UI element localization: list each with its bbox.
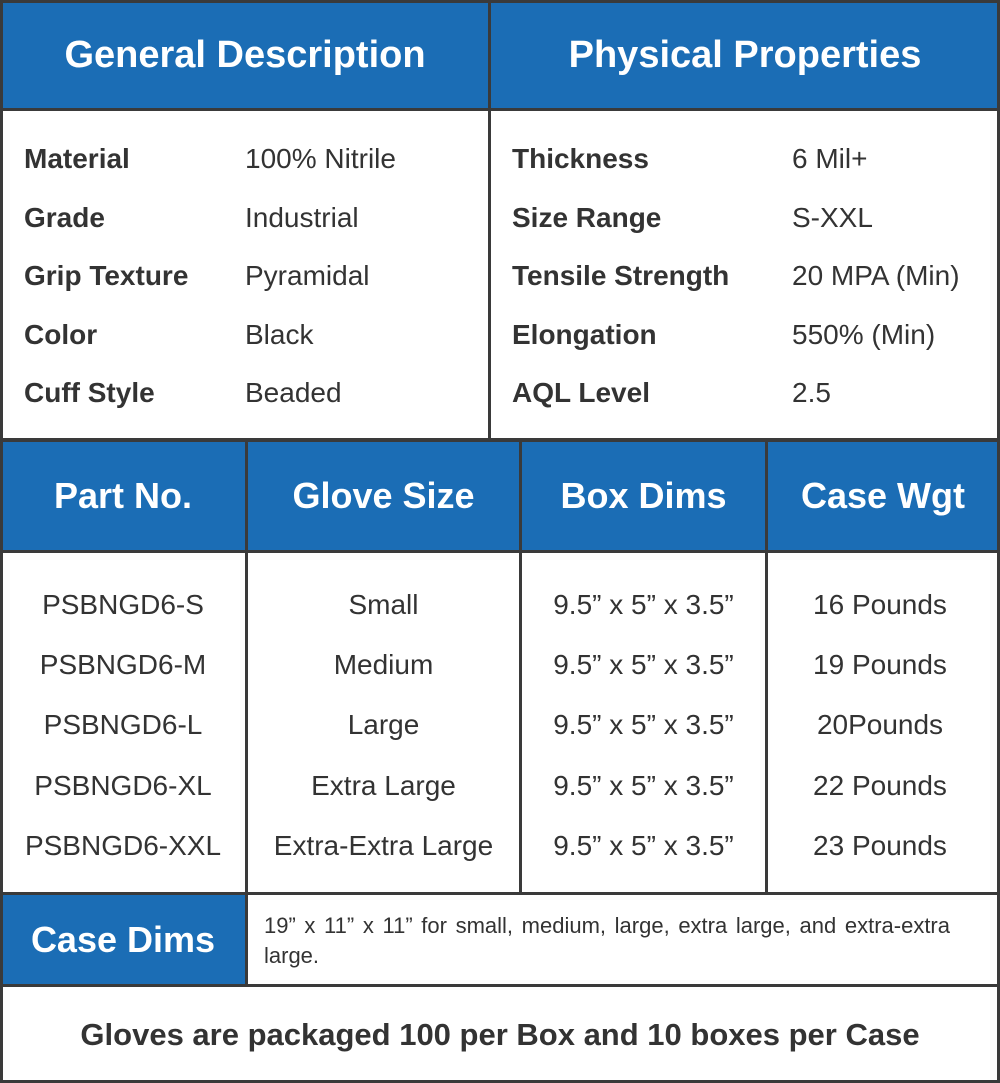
physical-key: Thickness xyxy=(512,143,649,174)
general-key: Cuff Style xyxy=(24,377,155,408)
glove-size-cell: Medium xyxy=(333,649,434,680)
physical-value: 550% (Min) xyxy=(792,319,936,350)
general-value: Pyramidal xyxy=(245,260,370,291)
general-description-panel xyxy=(0,110,490,440)
part-number-cell: PSBNGD6-XL xyxy=(34,770,212,801)
divider-h-sections xyxy=(0,438,1000,442)
glove-size-cell: Large xyxy=(347,709,420,740)
part-number-cell: PSBNGD6-XXL xyxy=(24,830,222,861)
divider-v-top xyxy=(488,0,491,440)
general-key: Grade xyxy=(24,202,105,233)
glove-size-cell: Small xyxy=(348,589,419,620)
header-part-no xyxy=(0,440,246,552)
divider-h-case-dims xyxy=(0,984,1000,987)
general-description-header xyxy=(0,0,490,110)
physical-value: 20 MPA (Min) xyxy=(792,260,960,291)
header-box-dims-label: Box Dims xyxy=(560,475,727,516)
physical-key: AQL Level xyxy=(512,377,650,408)
case-dims-label: Case Dims xyxy=(30,919,216,960)
box-dims-cell: 9.5” x 5” x 3.5” xyxy=(553,770,734,801)
divider-v-table-1 xyxy=(245,440,248,986)
divider-v-table-3 xyxy=(765,440,768,894)
box-dims-cell: 9.5” x 5” x 3.5” xyxy=(553,589,734,620)
divider-h-table-header xyxy=(0,550,1000,553)
header-glove-size xyxy=(246,440,521,552)
physical-value: 6 Mil+ xyxy=(792,143,868,174)
case-dims-header xyxy=(0,894,246,986)
general-value: Black xyxy=(245,319,314,350)
header-case-wgt xyxy=(766,440,1000,552)
packaging-footer xyxy=(0,986,1000,1083)
physical-properties-title: Physical Properties xyxy=(568,33,922,76)
case-weight-cell: 23 Pounds xyxy=(813,830,947,861)
header-glove-size-label: Glove Size xyxy=(292,475,475,516)
general-key: Grip Texture xyxy=(24,260,189,291)
box-dims-cell: 9.5” x 5” x 3.5” xyxy=(553,649,734,680)
glove-size-cell: Extra-Extra Large xyxy=(273,830,494,861)
general-key: Material xyxy=(24,143,130,174)
box-dims-cell: 9.5” x 5” x 3.5” xyxy=(553,830,734,861)
part-number-cell: PSBNGD6-M xyxy=(39,649,207,680)
physical-value: S-XXL xyxy=(792,202,873,233)
divider-h-top-header xyxy=(0,108,1000,111)
case-weight-cell: 19 Pounds xyxy=(813,649,947,680)
part-number-cell: PSBNGD6-L xyxy=(43,709,203,740)
box-dims-cell: 9.5” x 5” x 3.5” xyxy=(553,709,734,740)
packaging-footer-text: Gloves are packaged 100 per Box and 10 boxes per Case xyxy=(80,1016,920,1052)
divider-v-table-2 xyxy=(519,440,522,894)
case-weight-cell: 20Pounds xyxy=(816,709,944,740)
border-left xyxy=(0,0,3,1083)
glove-size-cell: Extra Large xyxy=(311,770,456,801)
header-part-no-label: Part No. xyxy=(53,475,193,516)
case-dims-note: 19” x 11” x 11” for small, medium, large, extra large, and extra-extra large. xyxy=(264,913,950,968)
general-description-title: General Description xyxy=(64,33,426,76)
general-value: 100% Nitrile xyxy=(245,143,396,174)
physical-key: Tensile Strength xyxy=(512,260,730,291)
physical-properties-panel xyxy=(490,110,1000,440)
part-number-cell: PSBNGD6-S xyxy=(42,589,204,620)
physical-key: Elongation xyxy=(512,319,657,350)
case-weight-cell: 16 Pounds xyxy=(813,589,947,620)
case-weight-cell: 22 Pounds xyxy=(813,770,947,801)
border-top xyxy=(0,0,1000,3)
general-key: Color xyxy=(24,319,98,350)
general-value: Industrial xyxy=(245,202,359,233)
header-box-dims xyxy=(521,440,766,552)
header-case-wgt-label: Case Wgt xyxy=(800,475,966,516)
physical-value: 2.5 xyxy=(792,377,831,408)
general-value: Beaded xyxy=(245,377,342,408)
physical-key: Size Range xyxy=(512,202,662,233)
physical-properties-header xyxy=(490,0,1000,110)
divider-h-table-bottom xyxy=(0,892,1000,895)
